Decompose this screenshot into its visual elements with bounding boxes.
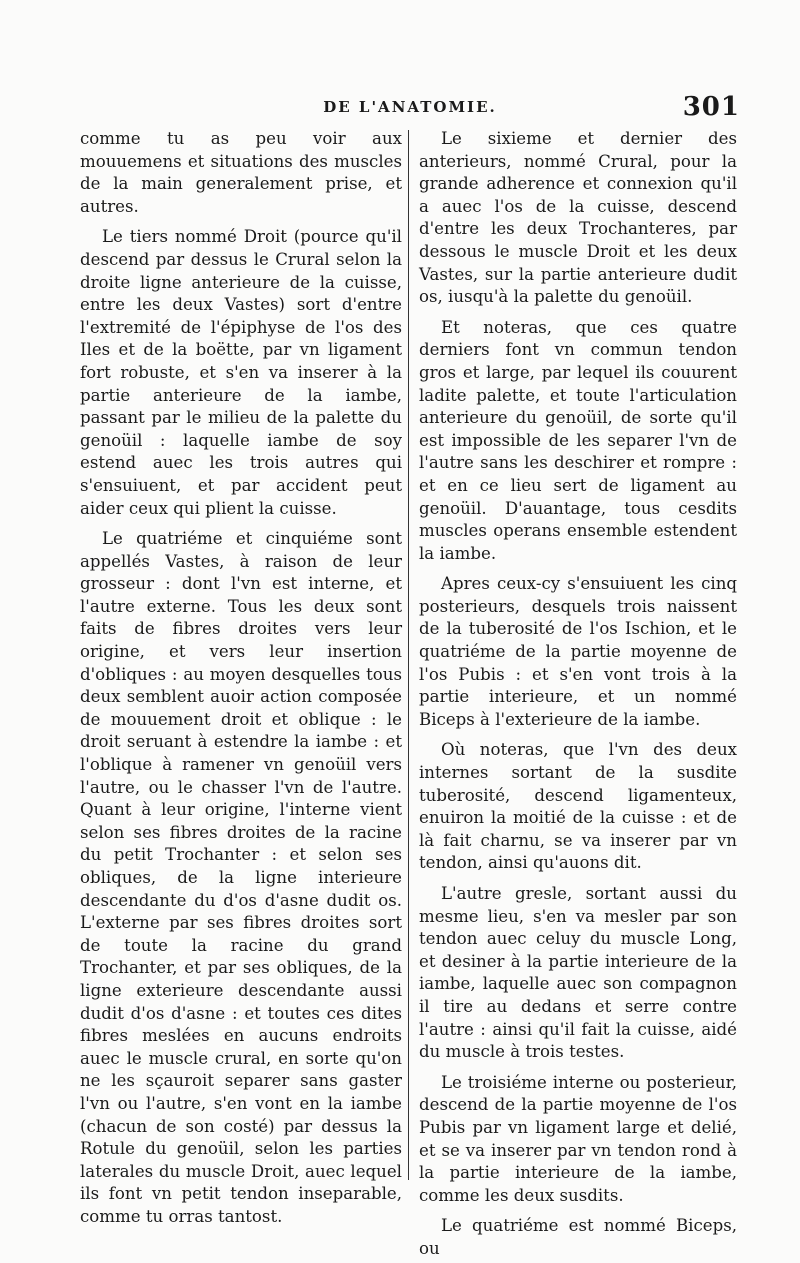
left-column bbox=[80, 128, 402, 1229]
paragraph: Et noteras, que ces quatre derniers font vn commun tendon gros et large, par lequel ils couurent ladite palette, et toute l'articulation anterieure du genoüil, de sorte qu'il est impossible de les separer l'vn de l'autre sans les deschirer et rompre : et en ce lieu sert de ligament au genoüil. D'auantage, tous cesdits muscles operans ensemble estendent la iambe. bbox=[419, 317, 737, 563]
running-title: DE L'ANATOMIE. bbox=[323, 98, 497, 116]
paragraph: comme tu as peu voir aux mouuemens et situations des muscles de la main generalement prise, et autres. bbox=[80, 129, 402, 216]
page-number: 301 bbox=[682, 92, 740, 122]
paragraph: Apres ceux-cy s'ensuiuent les cinq posterieurs, desquels trois naissent de la tuberosité de l'os Ischion, et le quatriéme de la partie moyenne de l'os Pubis : et s'en vont trois à la partie interieure, et un nommé Biceps à l'exterieure de la iambe. bbox=[419, 574, 737, 729]
paragraph: Le quatriéme et cinquiéme sont appellés Vastes, à raison de leur grosseur : dont l'vn est interne, et l'autre externe. Tous les deux sont faits de fibres droites vers leur origine, et vers leur insertion d'obliques : au moyen desquelles tous deux semblent auoir action composée de mouuement droit et oblique : le droit seruant à estendre la iambe : et l'oblique à ramener vn genoüil vers l'autre, ou le chasser l'vn de l'autre. Quant à leur origine, l'interne vient selon ses fibres droites de la racine du petit Trochanter : et selon ses obliques, de la ligne interieure descendante du d'os d'asne dudit os. L'externe par ses fibres droites sort de toute la racine du grand Trochanter, et par ses obliques, de la ligne exterieure descendante aussi dudit d'os d'asne : et toutes ces dites fibres meslées en aucuns endroits auec le muscle crural, en sorte qu'on ne les sçauroit separer sans gaster l'vn ou l'autre, s'en vont en la iambe (chacun de son costé) par dessus la Rotule du genoüil, selon les parties laterales du muscle Droit, auec lequel ils font vn petit tendon inseparable, comme tu orras tantost. bbox=[80, 529, 402, 1226]
paragraph: Où noteras, que l'vn des deux internes sortant de la susdite tuberosité, descend ligamenteux, enuiron la moitié de la cuisse : et de là fait charnu, se va inserer par vn tendon, ainsi qu'auons dit. bbox=[419, 740, 737, 873]
running-head bbox=[80, 92, 740, 128]
paragraph: L'autre gresle, sortant aussi du mesme lieu, s'en va mesler par son tendon auec celuy du muscle Long, et desiner à la partie interieure de la iambe, laquelle auec son compagnon il tire au dedans et serre contre l'autre : ainsi qu'il fait la cuisse, aidé du muscle à trois testes. bbox=[419, 884, 737, 1062]
paragraph: Le tiers nommé Droit (pource qu'il descend par dessus le Crural selon la droite ligne anterieure de la cuisse, entre les deux Vastes) sort d'entre l'extremité de l'épiphyse de l'os des Iles et de la boëtte, par vn ligament fort robuste, et s'en va inserer à la partie anterieure de la iambe, passant par le milieu de la palette du genoüil : laquelle iambe de soy estend auec les trois autres qui s'ensuiuent, et par accident peut aider ceux qui plient la cuisse. bbox=[80, 227, 402, 518]
paragraph: Le troisiéme interne ou posterieur, descend de la partie moyenne de l'os Pubis par vn ligament large et delié, et se va inserer par vn tendon rond à la partie interieure de la iambe, comme les deux susdits. bbox=[419, 1072, 737, 1205]
paragraph: Le sixieme et dernier des anterieurs, nommé Crural, pour la grande adherence et connexion qu'il a auec l'os de la cuisse, descend d'entre les deux Trochanteres, par dessous le muscle Droit et les deux Vastes, sur la partie anterieure dudit os, iusqu'à la palette du genoüil. bbox=[419, 129, 737, 307]
right-column bbox=[419, 128, 737, 1261]
paragraph: Le quatriéme est nommé Biceps, ou bbox=[419, 1216, 737, 1258]
column-divider bbox=[408, 130, 409, 1180]
